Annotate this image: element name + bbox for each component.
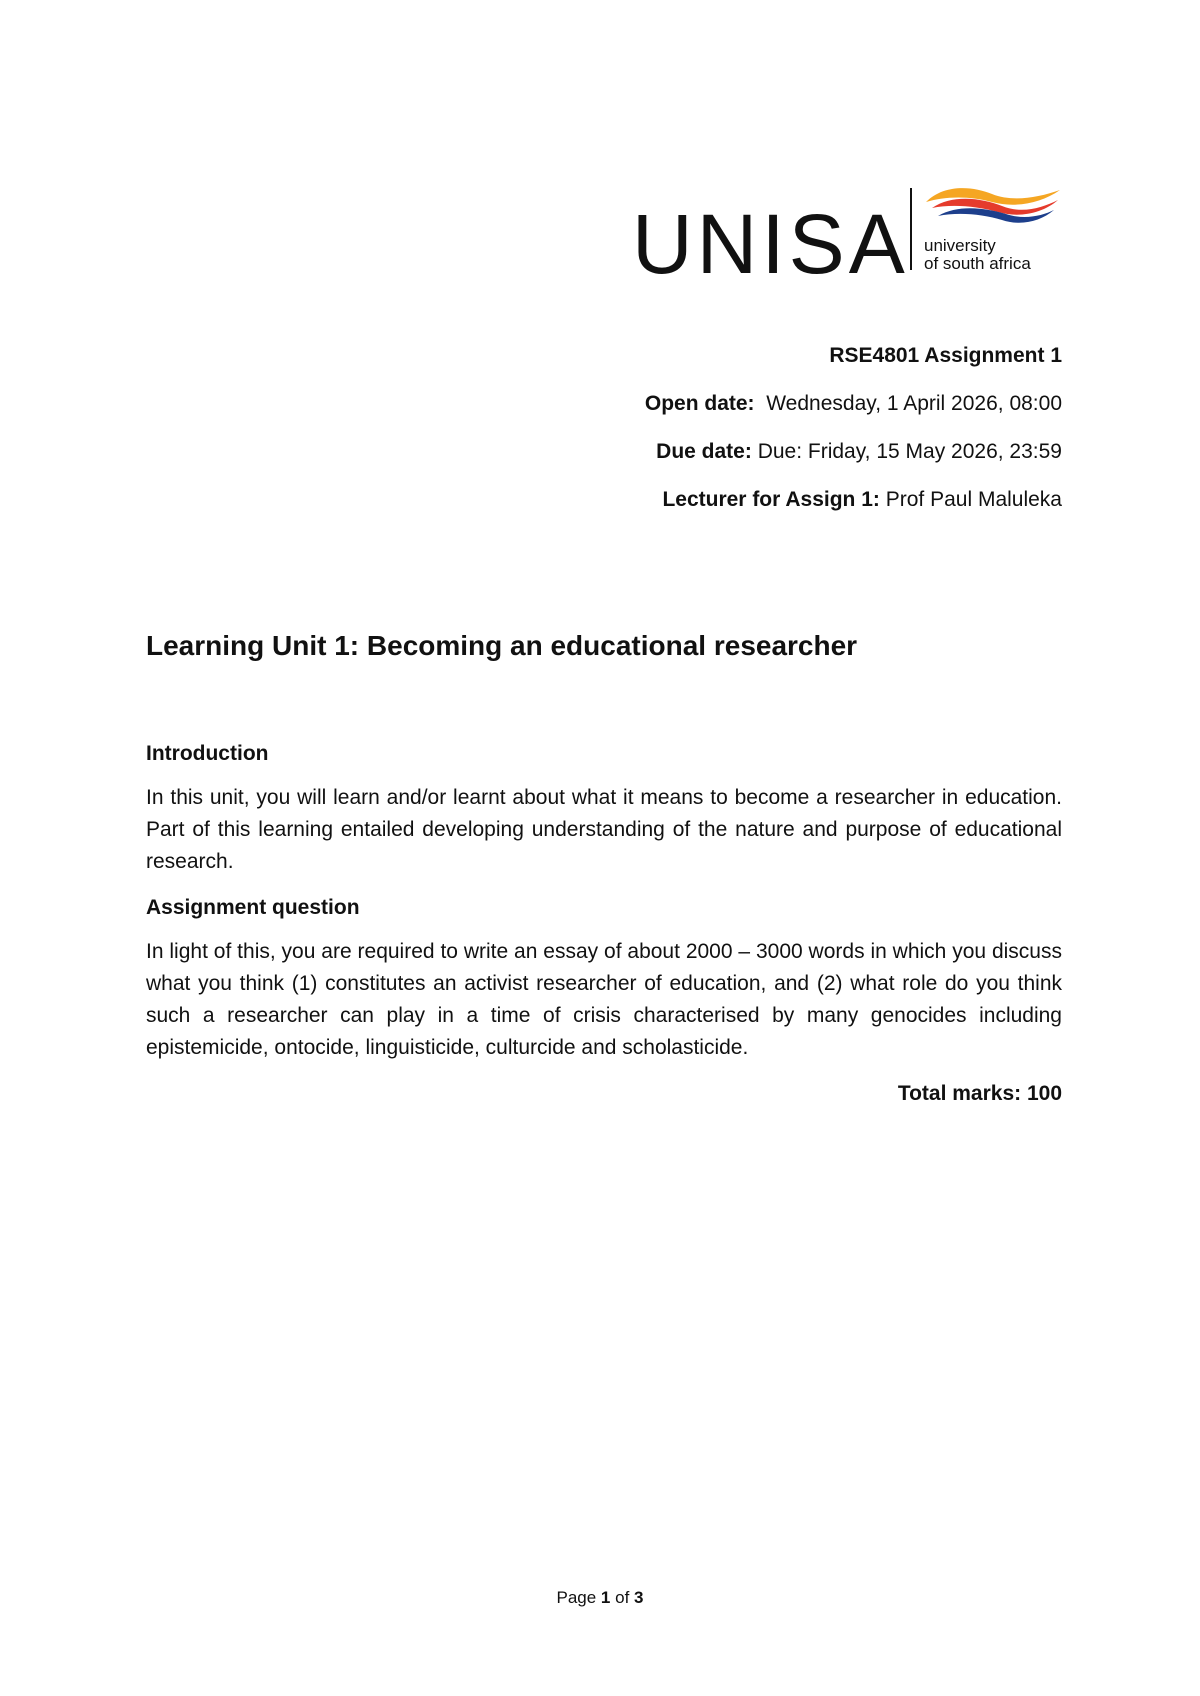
logo-subtitle-line1: university — [924, 236, 996, 255]
footer-total-pages: 3 — [634, 1588, 644, 1607]
page-footer — [0, 1588, 1200, 1608]
footer-of-word: of — [615, 1588, 630, 1607]
logo-subtitle-line2: of south africa — [924, 254, 1031, 273]
assignment-info — [645, 340, 1062, 532]
assignment-question-body: In light of this, you are required to write an essay of about 2000 – 3000 words in which you discuss what you think (1) constitutes an activist researcher of education, and (2) what role do you think such a researcher can play in a time of crisis characterised by many genocides including epistemicide, ontocide, linguisticide, culturcide and scholasticide. — [146, 940, 1062, 1059]
footer-page-word: Page — [556, 1588, 597, 1607]
logo-wordmark: UNISA — [632, 197, 909, 291]
due-date-label: Due date: — [656, 440, 752, 463]
due-date-value: Due: Friday, 15 May 2026, 23:59 — [757, 440, 1062, 463]
footer-current-page: 1 — [600, 1588, 611, 1607]
introduction-body: In this unit, you will learn and/or learnt about what it means to become a researcher in education. Part of this learning entailed developing understanding of the nature and purpose of educational research. — [146, 786, 1062, 873]
logo-subtitle — [924, 237, 1031, 273]
document-body — [146, 738, 1062, 1110]
lecturer-value: Prof Paul Maluleka — [885, 488, 1062, 511]
assignment-question-heading: Assignment question — [146, 896, 360, 919]
due-date-line — [645, 436, 1062, 484]
logo-divider — [910, 188, 912, 270]
flag-swoosh-icon — [922, 184, 1062, 234]
introduction-heading: Introduction — [146, 742, 269, 765]
assignment-title: RSE4801 Assignment 1 — [829, 344, 1062, 367]
lecturer-line — [645, 484, 1062, 532]
lecturer-label: Lecturer for Assign 1: — [662, 488, 880, 511]
total-marks: Total marks: 100 — [897, 1082, 1062, 1105]
unit-title: Learning Unit 1: Becoming an educational researcher — [146, 630, 858, 661]
open-date-line — [645, 388, 1062, 436]
open-date-label: Open date: — [644, 392, 755, 415]
open-date-value: Wednesday, 1 April 2026, 08:00 — [766, 392, 1062, 415]
unisa-logo — [632, 182, 1062, 291]
assignment-title-line — [645, 340, 1062, 388]
